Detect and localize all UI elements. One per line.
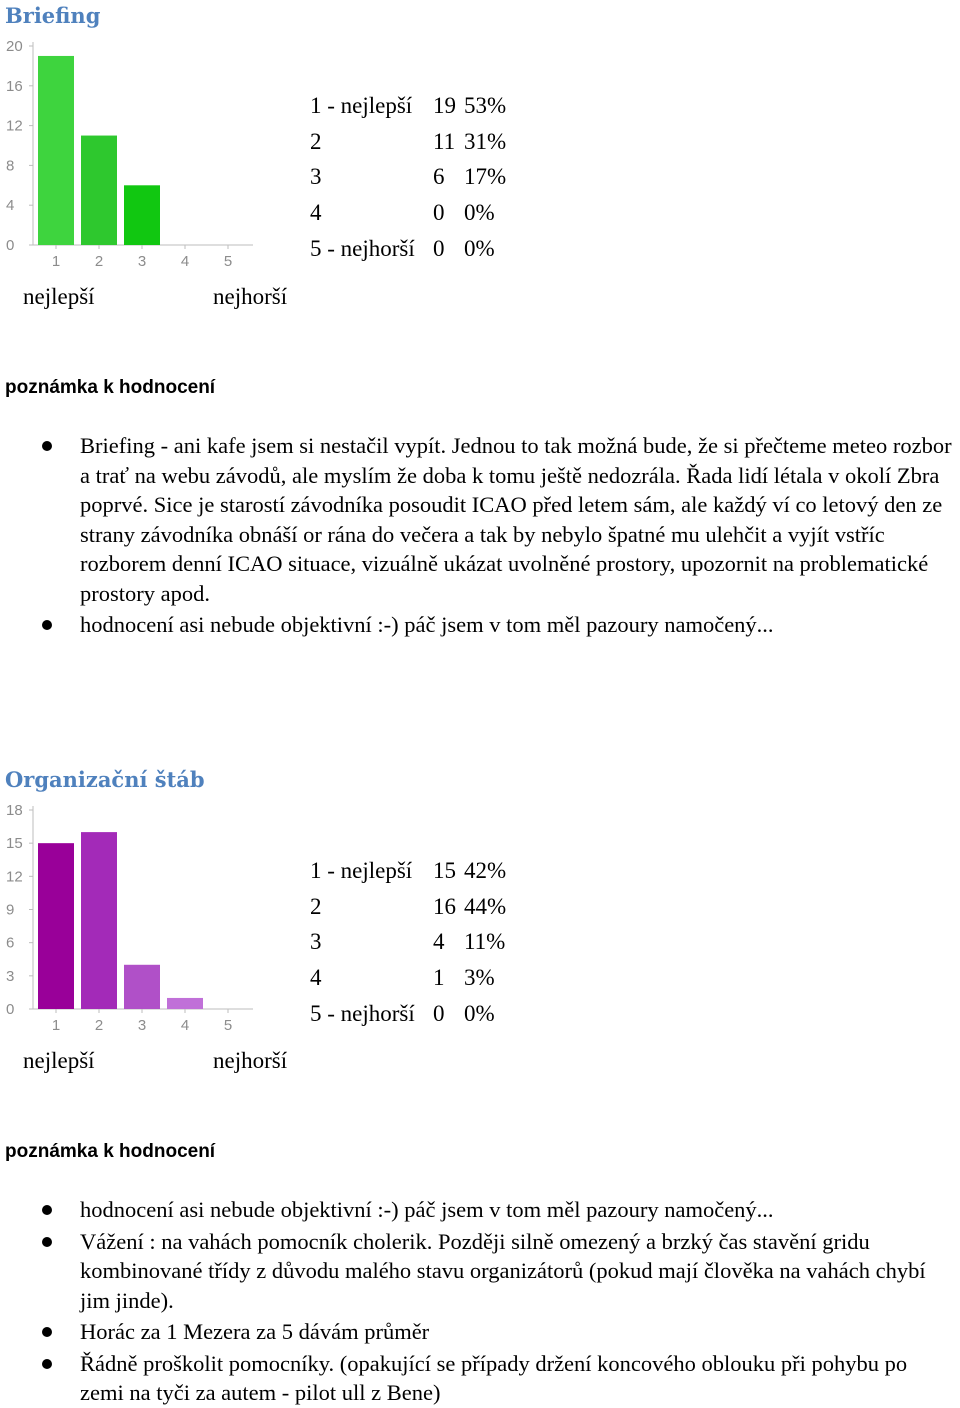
rating-percent: 11% [464,929,506,955]
rating-count: 0 [433,200,445,226]
note-text: Vážení : na vahách pomocník cholerik. Později silně omezený a brzký čas stavění gridu kombinované třídy z důvodu malého stavu organizátorů (pokud mají člověka na vahách chybí jim jinde). [80,1228,926,1313]
x-tick-label: 2 [94,1017,104,1034]
y-tick-label: 4 [6,197,15,215]
x-tick-label: 5 [223,1017,233,1034]
rating-percent: 31% [464,128,507,154]
y-tick-label: 20 [6,38,23,55]
list-item [0,1317,960,1347]
bar-chart [0,798,270,1038]
bullet-icon [42,1205,52,1215]
rating-percent: 17% [464,164,507,190]
scale-worst-label: nejhorší [213,284,288,309]
scale-best-label: nejlepší [23,284,95,309]
y-tick-label: 12 [6,868,23,886]
rating-label: 4 [310,965,322,991]
y-tick-label: 0 [6,237,15,254]
bar [124,185,160,245]
rating-percent: 3% [464,965,495,991]
note-text: Briefing - ani kafe jsem si nestačil vypít. Jednou to tak možná bude, že si přečteme meteo rozbor a trať na webu závodů, ale myslím že doba k tomu ještě nedozrála. Řada lidí létala v okolí Zbra poprvé. Sice je starostí závodníka posoudit ICAO před letem sám, ale každý ví co letový den ze strany závodníka obnáší or rána do večera a tak by nebylo špatné mu ulehčit a vyjít vstříc rozborem denní ICAO situace, vizuálně ukázat uvolněné prostory, upozornit na problematické prostory apod. [80,433,952,606]
notes-list [0,1195,960,1408]
rating-percent: 42% [464,858,507,883]
x-tick-label: 2 [94,253,104,270]
rating-count: 6 [433,164,445,190]
note-text: hodnocení asi nebude objektivní :-) páč jsem v tom měl pazoury namočený... [80,1197,774,1222]
note-text: Řádně proškolit pomocníky. (opakující se případy držení koncového oblouku při pohybu po zemi na tyči za autem - pilot ull z Bene) [80,1350,908,1405]
y-tick-label: 0 [6,1001,15,1018]
bar [81,136,117,245]
note-text: Horác za 1 Mezera za 5 dávám průměr [80,1319,430,1344]
scale-best-label: nejlepší [23,1048,95,1073]
rating-count: 0 [433,1000,445,1026]
bullet-icon [42,620,52,630]
rating-label: 3 [310,929,322,955]
rating-label: 5 - nejhorší [310,235,415,261]
note-title: poznámka k hodnocení [5,377,216,398]
bar [81,832,117,1009]
bullet-icon [42,1327,52,1337]
rating-count: 16 [433,893,456,919]
scale-worst-label: nejhorší [213,1048,288,1073]
rating-count: 0 [433,235,445,261]
bar [124,965,160,1009]
bullet-icon [42,1359,52,1369]
x-tick-label: 1 [51,253,61,270]
rating-label: 1 - nejlepší [310,858,413,883]
rating-percent: 44% [464,893,507,919]
list-item [0,431,960,608]
x-tick-label: 3 [137,253,147,270]
rating-count: 11 [433,128,456,154]
rating-label: 1 - nejlepší [310,93,413,118]
list-item [0,1349,960,1408]
section-title: Briefing [5,3,101,28]
rating-count: 15 [433,858,456,883]
y-tick-label: 6 [6,934,15,952]
bullet-icon [42,441,52,451]
y-tick-label: 3 [6,967,15,985]
x-tick-label: 5 [223,253,233,270]
x-tick-label: 3 [137,1017,147,1034]
list-item [0,1195,960,1225]
x-tick-label: 4 [180,1017,190,1034]
rating-label: 5 - nejhorší [310,1000,415,1026]
y-tick-label: 12 [6,117,23,135]
rating-percent: 0% [464,200,495,226]
note-title: poznámka k hodnocení [5,1141,216,1162]
rating-count: 1 [433,965,445,991]
y-tick-label: 8 [6,157,15,175]
y-tick-label: 16 [6,77,23,95]
rating-percent: 0% [464,235,495,261]
list-item [0,1227,960,1316]
section-title: Organizační štáb [5,767,205,792]
bar [38,56,74,245]
note-text: hodnocení asi nebude objektivní :-) páč jsem v tom měl pazoury namočený... [80,612,774,637]
rating-percent: 53% [464,93,507,118]
bar-chart [0,34,270,274]
rating-label: 2 [310,893,322,919]
notes-list [0,431,960,640]
y-tick-label: 18 [6,802,23,819]
rating-percent: 0% [464,1000,495,1026]
x-tick-label: 1 [51,1017,61,1034]
rating-count: 4 [433,929,445,955]
list-item [0,610,960,640]
bar [167,998,203,1009]
rating-count: 19 [433,93,456,118]
x-tick-label: 4 [180,253,190,270]
rating-label: 3 [310,164,322,190]
rating-label: 4 [310,200,322,226]
bullet-icon [42,1237,52,1247]
y-tick-label: 9 [6,901,15,919]
y-tick-label: 15 [6,835,23,853]
rating-label: 2 [310,128,322,154]
bar [38,843,74,1009]
